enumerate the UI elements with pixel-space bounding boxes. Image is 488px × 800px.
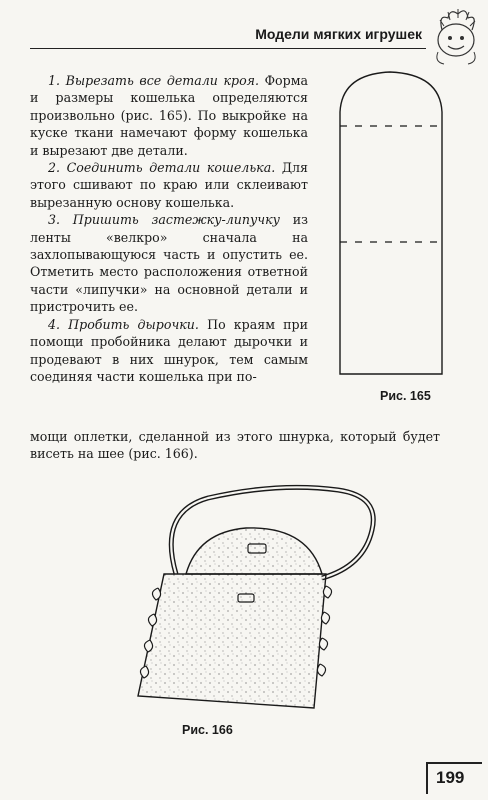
figure-165-caption: Рис. 165 (380, 389, 431, 403)
step-4-body-wide: мощи оплетки, сделанной из этого шнурка, который будет висеть на шее (рис. 166). (30, 429, 440, 462)
figure-166-purse-drawing (118, 482, 398, 710)
step-4 (30, 316, 308, 386)
header-title: Модели мягких игрушек (255, 26, 422, 42)
step-2-lead: 2. Соединить детали кошелька. (48, 160, 276, 176)
instructions-column (30, 72, 308, 385)
step-3 (30, 211, 308, 315)
step-4-continuation (30, 428, 440, 463)
step-3-body: из ленты «велкро» сначала на захлопывающуюся часть и опустить ее. Отметить место расположения ответной части «липучки» на основной детали и пристрочить ее. (30, 212, 308, 315)
mascot-doll-icon (428, 6, 484, 66)
step-1-lead: 1. Вырезать все детали кроя. (48, 73, 259, 88)
step-4-body-narrow-cont: помощи пробойника делают дырочки и продевают в них шнурок, тем самым соединяя части кошелька при по- (30, 334, 308, 384)
step-2 (30, 159, 308, 211)
running-header (30, 22, 426, 49)
step-2-body: Для этого сшивают по краю или склеивают вырезанную основу кошелька. (30, 160, 309, 210)
step-3-lead: 3. Пришить застежку-липучку (48, 212, 280, 228)
page-number: 199 (436, 768, 465, 787)
step-1 (30, 72, 308, 159)
step-4-body-narrow: По краям при (198, 316, 308, 332)
step-1-body: Форма и размеры кошелька определяются произвольно (рис. 165). По выкройке на куске ткани намечают форму кошелька и вырезают две детали. (30, 73, 309, 158)
step-4-lead: 4. Пробить дырочки. (48, 316, 199, 332)
figure-165-pattern (330, 68, 452, 378)
figure-166-caption: Рис. 166 (182, 723, 233, 737)
